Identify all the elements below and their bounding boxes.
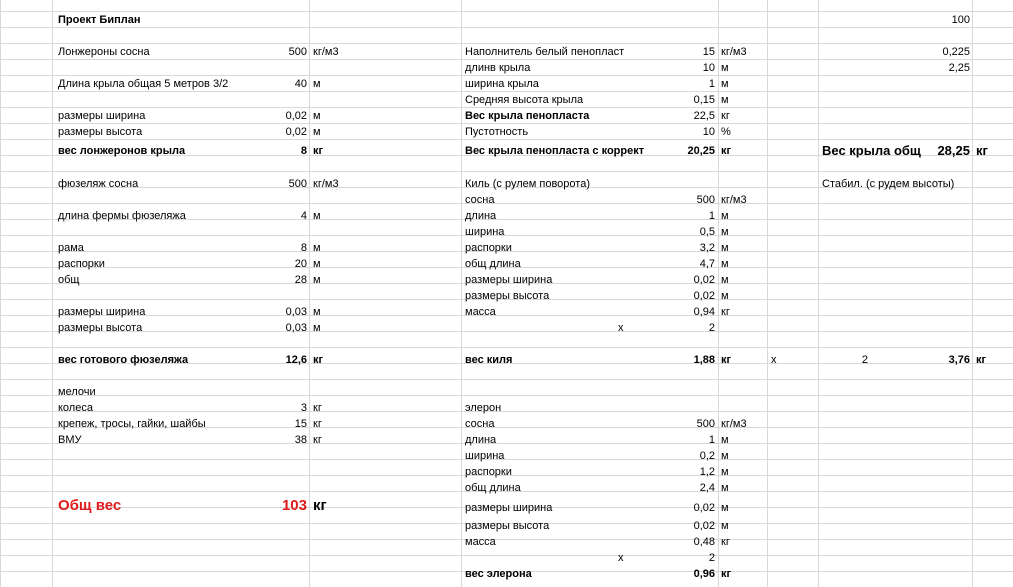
aileron-multiplier-cell[interactable]: 2 bbox=[708, 552, 715, 564]
spars-width-unit[interactable]: м bbox=[313, 110, 321, 122]
aileron-weight-cell[interactable]: 0,96 bbox=[693, 568, 715, 580]
fin-struts-label[interactable]: распорки bbox=[465, 242, 512, 254]
engine-label[interactable]: ВМУ bbox=[58, 434, 82, 446]
fin-width-label[interactable]: ширина bbox=[465, 226, 505, 238]
aileron-total-label[interactable]: общ длина bbox=[465, 482, 521, 494]
fin-sh-cell[interactable]: 0,02 bbox=[693, 290, 715, 302]
fin-sh-label[interactable]: размеры высота bbox=[465, 290, 550, 302]
aileron-width-label[interactable]: ширина bbox=[465, 450, 505, 462]
aileron-density-cell[interactable]: 500 bbox=[696, 418, 715, 430]
fin-material-label[interactable]: сосна bbox=[465, 194, 495, 206]
aileron-density-unit[interactable]: кг/м3 bbox=[721, 418, 747, 430]
wing-length-label[interactable]: Длина крыла общая 5 метров 3/2 bbox=[58, 78, 229, 90]
fin-struts-cell[interactable]: 3,2 bbox=[699, 242, 715, 254]
aileron-mass-label[interactable]: масса bbox=[465, 536, 496, 548]
stabilizer-unit[interactable]: кг bbox=[976, 354, 987, 366]
frame-cell[interactable]: 8 bbox=[300, 242, 307, 254]
spars-density-cell[interactable]: 500 bbox=[288, 46, 307, 58]
fuselage-struts-label[interactable]: распорки bbox=[58, 258, 105, 270]
truss-length-cell[interactable]: 4 bbox=[300, 210, 307, 222]
fin-mass-label[interactable]: масса bbox=[465, 306, 496, 318]
engine-unit[interactable]: кг bbox=[313, 434, 322, 446]
fuselage-struts-unit[interactable]: м bbox=[313, 258, 321, 270]
fuselage-density-cell[interactable]: 500 bbox=[288, 178, 307, 190]
wing-length-cell[interactable]: 40 bbox=[294, 78, 307, 90]
right-value-cell-1[interactable]: 0,225 bbox=[942, 46, 970, 58]
frame-unit[interactable]: м bbox=[313, 242, 321, 254]
filler-unit[interactable]: кг/м3 bbox=[721, 46, 747, 58]
engine-cell[interactable]: 38 bbox=[294, 434, 307, 446]
aileron-x-label[interactable]: х bbox=[618, 552, 624, 564]
foam-corrected-cell[interactable]: 20,25 bbox=[687, 145, 715, 157]
column-line bbox=[309, 0, 310, 587]
fin-length-cell[interactable]: 1 bbox=[708, 210, 715, 222]
spars-density-unit[interactable]: кг/м3 bbox=[313, 46, 339, 58]
spars-weight-unit[interactable]: кг bbox=[313, 145, 324, 157]
aileron-sh-unit[interactable]: м bbox=[721, 520, 729, 532]
aileron-mass-cell[interactable]: 0,48 bbox=[693, 536, 715, 548]
fin-total-unit[interactable]: м bbox=[721, 258, 729, 270]
fasteners-label[interactable]: крепеж, тросы, гайки, шайбы bbox=[58, 418, 206, 430]
misc-label[interactable]: мелочи bbox=[58, 386, 96, 398]
spars-width-cell[interactable]: 0,02 bbox=[285, 110, 307, 122]
grand-total-label[interactable]: Общ вес bbox=[58, 497, 122, 514]
fin-density-cell[interactable]: 500 bbox=[696, 194, 715, 206]
fin-total-label[interactable]: общ длина bbox=[465, 258, 521, 270]
fasteners-unit[interactable]: кг bbox=[313, 418, 322, 430]
stabilizer-value-cell[interactable]: 3,76 bbox=[948, 354, 970, 366]
aileron-weight-unit[interactable]: кг bbox=[721, 568, 732, 580]
truss-length-label[interactable]: длина фермы фюзеляжа bbox=[58, 210, 186, 222]
filler-cell[interactable]: 15 bbox=[702, 46, 715, 58]
spars-width-label[interactable]: размеры ширина bbox=[58, 110, 146, 122]
aileron-title[interactable]: элерон bbox=[465, 402, 502, 414]
wheels-label[interactable]: колеса bbox=[58, 402, 93, 414]
fuselage-height-label[interactable]: размеры высота bbox=[58, 322, 143, 334]
fuselage-height-cell[interactable]: 0,03 bbox=[285, 322, 307, 334]
fin-weight-label[interactable]: вес киля bbox=[465, 354, 513, 366]
foam-weight-cell[interactable]: 22,5 bbox=[693, 110, 715, 122]
fin-width-unit[interactable]: м bbox=[721, 226, 729, 238]
foam-length-cell[interactable]: 10 bbox=[702, 62, 715, 74]
void-cell[interactable]: 10 bbox=[702, 126, 715, 138]
aileron-material-label[interactable]: сосна bbox=[465, 418, 495, 430]
frame-label[interactable]: рама bbox=[58, 242, 84, 254]
fuselage-weight-unit[interactable]: кг bbox=[313, 354, 324, 366]
fuselage-total-label[interactable]: общ bbox=[58, 274, 80, 286]
wing-total-unit[interactable]: кг bbox=[976, 143, 988, 158]
fin-length-unit[interactable]: м bbox=[721, 210, 729, 222]
fuselage-width-label[interactable]: размеры ширина bbox=[58, 306, 146, 318]
fin-weight-unit[interactable]: кг bbox=[721, 354, 732, 366]
foam-height-label[interactable]: Средняя высота крыла bbox=[465, 94, 584, 106]
fin-sh-unit[interactable]: м bbox=[721, 290, 729, 302]
foam-height-unit[interactable]: м bbox=[721, 94, 729, 106]
fin-x-label[interactable]: х bbox=[618, 322, 624, 334]
aileron-total-cell[interactable]: 2,4 bbox=[699, 482, 715, 494]
column-line bbox=[52, 0, 53, 587]
corner-value-cell[interactable]: 100 bbox=[951, 14, 970, 26]
foam-width-unit[interactable]: м bbox=[721, 78, 729, 90]
aileron-sh-label[interactable]: размеры высота bbox=[465, 520, 550, 532]
fin-total-cell[interactable]: 4,7 bbox=[699, 258, 715, 270]
filler-label[interactable]: Наполнитель белый пенопласт bbox=[465, 46, 625, 58]
fin-density-unit[interactable]: кг/м3 bbox=[721, 194, 747, 206]
foam-length-label[interactable]: длинв крыла bbox=[465, 62, 531, 74]
grand-total-cell[interactable]: 103 bbox=[281, 497, 307, 514]
fuselage-material-label[interactable]: фюзеляж сосна bbox=[58, 178, 139, 190]
column-line bbox=[972, 0, 973, 587]
aileron-sh-cell[interactable]: 0,02 bbox=[693, 520, 715, 532]
aileron-total-unit[interactable]: м bbox=[721, 482, 729, 494]
fuselage-struts-cell[interactable]: 20 bbox=[294, 258, 307, 270]
fin-struts-unit[interactable]: м bbox=[721, 242, 729, 254]
fin-multiplier-cell[interactable]: 2 bbox=[708, 322, 715, 334]
fin-width-cell[interactable]: 0,5 bbox=[699, 226, 715, 238]
fuselage-total-unit[interactable]: м bbox=[313, 274, 321, 286]
fin-sw-cell[interactable]: 0,02 bbox=[693, 274, 715, 286]
aileron-length-cell[interactable]: 1 bbox=[708, 434, 715, 446]
foam-width-cell[interactable]: 1 bbox=[708, 78, 715, 90]
column-line bbox=[767, 0, 768, 587]
foam-corrected-label[interactable]: Вес крыла пенопласта с коррект bbox=[465, 145, 645, 157]
void-unit[interactable]: % bbox=[721, 126, 731, 138]
aileron-mass-unit[interactable]: кг bbox=[721, 536, 730, 548]
foam-weight-unit[interactable]: кг bbox=[721, 110, 730, 122]
spars-weight-label[interactable]: вес лонжеронов крыла bbox=[58, 145, 186, 157]
fuselage-height-unit[interactable]: м bbox=[313, 322, 321, 334]
aileron-length-unit[interactable]: м bbox=[721, 434, 729, 446]
spars-material-label[interactable]: Лонжероны сосна bbox=[58, 46, 150, 58]
fuselage-width-unit[interactable]: м bbox=[313, 306, 321, 318]
sheet-title[interactable]: Проект Биплан bbox=[58, 14, 141, 26]
spars-weight-cell[interactable]: 8 bbox=[300, 145, 307, 157]
wing-total-cell[interactable]: 28,25 bbox=[937, 143, 970, 158]
fasteners-cell[interactable]: 15 bbox=[294, 418, 307, 430]
wing-length-unit[interactable]: м bbox=[313, 78, 321, 90]
aileron-sw-cell[interactable]: 0,02 bbox=[693, 502, 715, 514]
foam-length-unit[interactable]: м bbox=[721, 62, 729, 74]
truss-length-unit[interactable]: м bbox=[313, 210, 321, 222]
fin-length-label[interactable]: длина bbox=[465, 210, 497, 222]
aileron-struts-label[interactable]: распорки bbox=[465, 466, 512, 478]
fin-mass-unit[interactable]: кг bbox=[721, 306, 730, 318]
column-line bbox=[461, 0, 462, 587]
spars-height-unit[interactable]: м bbox=[313, 126, 321, 138]
fuselage-weight-cell[interactable]: 12,6 bbox=[285, 354, 307, 366]
wheels-unit[interactable]: кг bbox=[313, 402, 322, 414]
aileron-struts-cell[interactable]: 1,2 bbox=[699, 466, 715, 478]
fuselage-density-unit[interactable]: кг/м3 bbox=[313, 178, 339, 190]
aileron-width-unit[interactable]: м bbox=[721, 450, 729, 462]
right-value-cell-2[interactable]: 2,25 bbox=[948, 62, 970, 74]
foam-weight-label[interactable]: Вес крыла пенопласта bbox=[465, 110, 590, 122]
grand-total-unit[interactable]: кг bbox=[313, 497, 327, 514]
spars-height-cell[interactable]: 0,02 bbox=[285, 126, 307, 138]
wing-total-label[interactable]: Вес крыла общ bbox=[822, 143, 921, 158]
aileron-width-cell[interactable]: 0,2 bbox=[699, 450, 715, 462]
column-line bbox=[718, 0, 719, 587]
fuselage-total-cell[interactable]: 28 bbox=[294, 274, 307, 286]
spars-height-label[interactable]: размеры высота bbox=[58, 126, 143, 138]
column-line bbox=[818, 0, 819, 587]
fin-sw-label[interactable]: размеры ширина bbox=[465, 274, 553, 286]
foam-width-label[interactable]: ширина крыла bbox=[465, 78, 539, 90]
stabilizer-x-label[interactable]: х bbox=[771, 354, 777, 366]
fin-weight-cell[interactable]: 1,88 bbox=[693, 354, 715, 366]
stabilizer-title[interactable]: Стабил. (с рудем высоты) bbox=[822, 178, 955, 190]
fin-mass-cell[interactable]: 0,94 bbox=[693, 306, 715, 318]
aileron-sw-unit[interactable]: м bbox=[721, 502, 729, 514]
fuselage-weight-label[interactable]: вес готового фюзеляжа bbox=[58, 354, 189, 366]
fuselage-width-cell[interactable]: 0,03 bbox=[285, 306, 307, 318]
foam-height-cell[interactable]: 0,15 bbox=[693, 94, 715, 106]
foam-corrected-unit[interactable]: кг bbox=[721, 145, 732, 157]
aileron-sw-label[interactable]: размеры ширина bbox=[465, 502, 553, 514]
fin-title[interactable]: Киль (с рулем поворота) bbox=[465, 178, 590, 190]
stabilizer-multiplier-cell[interactable]: 2 bbox=[861, 354, 868, 366]
fin-sw-unit[interactable]: м bbox=[721, 274, 729, 286]
void-label[interactable]: Пустотность bbox=[465, 126, 529, 138]
aileron-struts-unit[interactable]: м bbox=[721, 466, 729, 478]
wheels-cell[interactable]: 3 bbox=[300, 402, 307, 414]
aileron-length-label[interactable]: длина bbox=[465, 434, 497, 446]
aileron-weight-label[interactable]: вес элерона bbox=[465, 568, 532, 580]
